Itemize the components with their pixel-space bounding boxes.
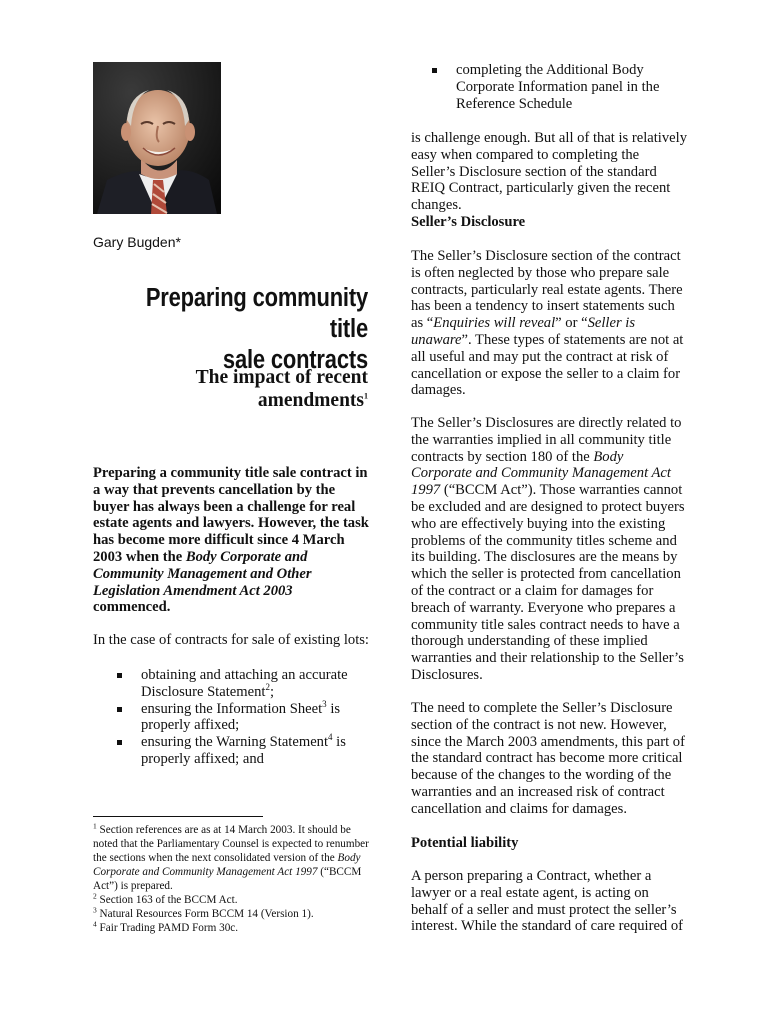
list-item-text: ensuring the Information Sheet <box>141 700 323 717</box>
list-item <box>117 667 372 701</box>
case-paragraph: In the case of contracts for sale of existing lots: <box>93 632 369 648</box>
footnote-text: Fair Trading PAMD Form 30c. <box>96 922 239 934</box>
list-item-tail: is properly affixed; and <box>141 734 346 767</box>
footnote-number: 1 <box>93 821 97 831</box>
list-item <box>117 734 372 768</box>
list-item <box>432 62 692 112</box>
p2-text-a: The Seller’s Disclosure section of the contract is often neglected by those who prepare sale contracts, particularly real estate agents. There has been a tendency to insert statements such as “ <box>411 248 683 332</box>
p2-quote-1: Enquiries will reveal <box>433 315 556 332</box>
list-item-tail: ; <box>269 683 274 700</box>
right-paragraph-4: The need to complete the Seller’s Disclosure section of the contract is not new. However, since the March 2003 amendments, this part of the standard contract has become more critical because of the changes to the wording of the warranties and an increased risk of contract cancellation and claims for damages. <box>411 700 685 817</box>
subtitle-line-2-text: amendments <box>257 390 364 411</box>
p2-text-c: ”. These types of statements are not at all useful and may put the contract at risk of cancellation or expose the seller to a claim for damages. <box>411 331 684 399</box>
footnote-number: 3 <box>93 905 97 915</box>
footnote-1 <box>93 823 373 893</box>
intro-text-2: commenced. <box>93 599 171 616</box>
footnote-text: Natural Resources Form BCCM 14 (Version 1). <box>96 908 314 920</box>
list-item-tail: is properly affixed; <box>141 700 341 734</box>
subtitle-line-1: The impact of recent <box>195 367 368 388</box>
p3-act-title: Body Corporate and Community Management Act 1997 <box>411 448 671 499</box>
footnote-2 <box>93 893 373 907</box>
list-item-text: completing the Additional Body Corporate Information panel in the Reference Schedule <box>456 62 660 112</box>
title-line-2: sale contracts <box>222 346 368 374</box>
article-title <box>132 283 369 376</box>
footnote-text-tail: (“BCCM Act”) is prepared. <box>93 866 362 892</box>
left-bullet-list <box>117 667 372 768</box>
intro-paragraph <box>93 465 373 616</box>
footnote-act-title: Body Corporate and Community Management Act 1997 <box>93 852 361 878</box>
footnote-4 <box>93 921 373 935</box>
footnote-marker: 2 <box>265 681 270 692</box>
footnote-number: 4 <box>93 919 97 929</box>
list-item-text: ensuring the Warning Statement <box>141 734 329 751</box>
footnote-divider <box>93 816 263 817</box>
right-bullet-list <box>432 62 692 112</box>
footnote-number: 2 <box>93 891 97 901</box>
footnote-marker-1: 1 <box>364 391 368 401</box>
bullet-marker <box>117 673 122 678</box>
p3-text-a: The Seller’s Disclosures are directly related to the warranties implied in all community title contracts by section 180 of the <box>411 415 682 465</box>
footnote-text: Section 163 of the BCCM Act. <box>96 894 238 906</box>
heading-sellers-disclosure: Seller’s Disclosure <box>411 214 526 230</box>
footnote-marker: 3 <box>322 698 327 709</box>
p2-text-b: ” or “ <box>555 315 588 332</box>
footnote-marker: 4 <box>328 732 333 743</box>
p3-text-b: (“BCCM Act”). Those warranties cannot be excluded and are designed to protect buyers who are effectively buying into the existing problems of the community titles scheme and its building. The disclosures are the means by which the seller is protected from cancellation of the contract or a claim for damages for breach of warranty. Everyone who prepares a community title sales contract needs to have a thorough understanding of these implied warranties and their relationship to the Seller’s Disclosures. <box>411 482 685 683</box>
author-photo <box>93 62 221 214</box>
right-paragraph-5: A person preparing a Contract, whether a lawyer or a real estate agent, is acting on behalf of a seller and must protect the seller’s interest. While the standard of care required of <box>411 868 684 935</box>
intro-text-1: Preparing a community title sale contract in a way that prevents cancellation by the buyer has always been a challenge for real estate agents and lawyers. However, the task has become more difficult since 4 March 2003 when the <box>93 465 369 565</box>
list-item-text: obtaining and attaching an accurate Disclosure Statement <box>141 667 348 700</box>
list-item <box>117 698 372 735</box>
bullet-marker <box>117 707 122 712</box>
author-name: Gary Bugden* <box>93 234 181 250</box>
intro-act-title: Body Corporate and Community Management and Other Legislation Amendment Act 2003 <box>93 548 312 599</box>
article-subtitle <box>150 366 368 412</box>
right-paragraph-2 <box>411 248 687 399</box>
footnote-text: Section references are as at 14 March 2003. It should be noted that the Parliamentary Counsel is expected to renumber the sections when the next consolidated version of the <box>93 824 369 864</box>
title-line-1: Preparing community title <box>145 284 368 343</box>
bullet-marker <box>432 68 437 73</box>
heading-potential-liability: Potential liability <box>411 835 519 851</box>
p2-quote-2: Seller is unaware <box>411 315 636 348</box>
subtitle-line-2 <box>150 389 368 412</box>
footnote-3 <box>93 907 373 921</box>
bullet-marker <box>117 740 122 745</box>
footnotes <box>93 823 373 935</box>
right-paragraph-1: is challenge enough. But all of that is relatively easy when compared to completing the Seller’s Disclosure section of the standard REIQ Contract, particularly given the recent changes. <box>411 130 687 214</box>
right-paragraph-3 <box>411 415 687 684</box>
